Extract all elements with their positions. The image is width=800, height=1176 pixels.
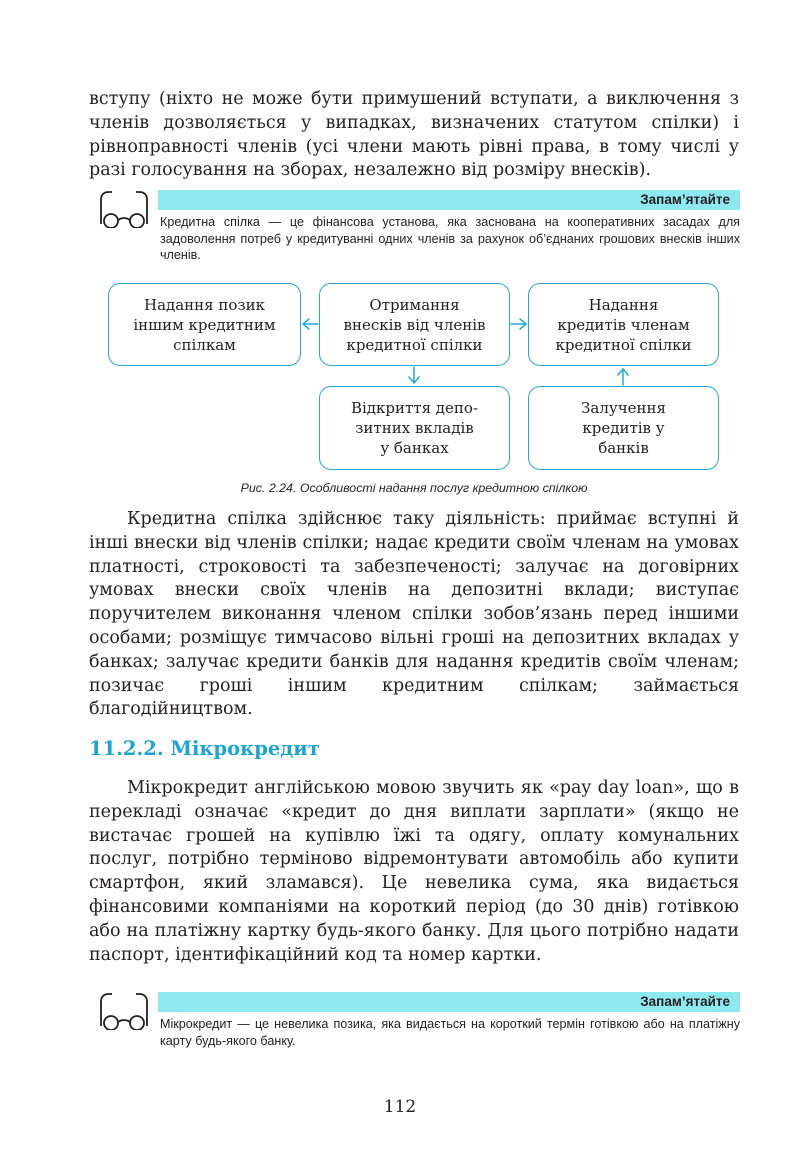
note-text: Мікрокредит — це невелика позика, яка видається на короткий термін готівкою або на платіжну карту будь-якого банку. <box>160 1017 740 1048</box>
arrow-up <box>618 369 628 385</box>
box-deposits: Відкриття депо- зитних вкладів у банках <box>319 386 510 470</box>
section-heading: 11.2.2. Мікрокредит <box>89 737 320 760</box>
box-receiving-contributions: Отримання внесків від членів кредитної спілки <box>319 283 510 366</box>
arrow-right <box>511 319 526 329</box>
diagram-arrows <box>0 0 800 500</box>
note-remember-2 <box>98 992 740 1062</box>
box-bank-credits: Залучення кредитів у банків <box>528 386 719 470</box>
box-loans-to-unions: Надання позик іншим кредитним спілкам <box>108 283 301 366</box>
page-number: 112 <box>383 1097 417 1117</box>
glasses-icon <box>98 992 150 1030</box>
figure-caption: Рис. 2.24. Особливості надання послуг кредитною спілкою <box>240 481 588 495</box>
note-title: Запам’ятайте <box>158 992 740 1012</box>
box-credits-to-members: Надання кредитів членам кредитної спілки <box>528 283 719 366</box>
note-text: Кредитна спілка — це фінансова установа, яка заснована на кооперативних засадах для задоволення потреб у кредитуванні одних членів за рахунок об’єднаних грошових внесків інших членів. <box>160 215 740 262</box>
intro-paragraph: вступу (ніхто не може бути примушений вступати, а виключення з членів дозволяється у випадках, визначених статутом спілки) і рівноправності членів (усі члени мають рівні права, в тому числі у разі голосування на зборах, незалежно від розміру внесків). <box>89 89 739 181</box>
microcredit-paragraph: Мікрокредит англійською мовою звучить як «pay day loan», що в перекладі означає «кредит до дня виплати зарплати» (якщо не вистачає грошей на купівлю їжі та одягу, оплату комунальних послуг, потрібно терміново відремонтувати автомобіль або купити смартфон, який зламався). Це невелика сума, яка видається фінансовими компаніями на короткий період (до 30 днів) готівкою або на платіжну картку будь-якого банку. Для цього потрібно надати паспорт, ідентифікаційний код та номер картки. <box>89 778 739 965</box>
arrow-down <box>409 367 419 383</box>
arrow-left <box>303 319 318 329</box>
note-title: Запам’ятайте <box>158 190 740 210</box>
activity-paragraph: Кредитна спілка здійснює таку діяльність: приймає вступні й інші внески від членів спілки; надає кредити своїм членам на умовах платності, строковості та забезпеченості; залучає на договірних умовах внески своїх членів на депозитні вклади; виступає поручителем виконання членом спілки зобов’язань перед іншими особами; розміщує тимчасово вільні гроші на депозитних вкладах у банках; залучає кредити банків для надання кредитів своїм членам; позичає гроші іншим кредитним спілкам; займається благодійництвом. <box>89 509 739 720</box>
